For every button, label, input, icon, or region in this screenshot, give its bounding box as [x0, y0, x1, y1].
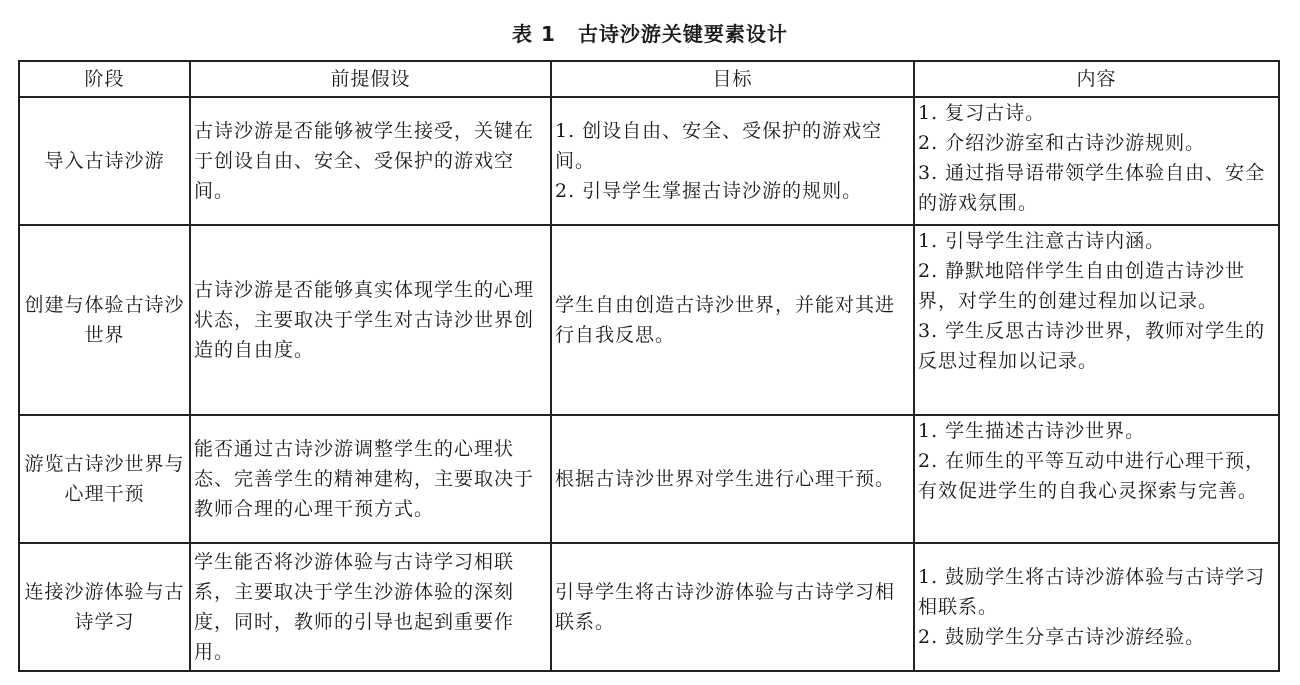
table-title: 古诗沙游关键要素设计 — [577, 22, 788, 46]
premise-cell: 古诗沙游是否能够真实体现学生的心理状态，主要取决于学生对古诗沙世界创造的自由度。 — [190, 225, 551, 415]
header-goal: 目标 — [551, 61, 914, 97]
premise-cell: 学生能否将沙游体验与古诗学习相联系，主要取决于学生沙游体验的深刻度，同时，教师的引导也起到重要作用。 — [190, 543, 551, 671]
header-content: 内容 — [914, 61, 1279, 97]
content-item: 3. 学生反思古诗沙世界，教师对学生的反思过程加以记录。 — [918, 320, 1266, 372]
goal-cell — [551, 543, 914, 671]
content-item: 3. 通过指导语带领学生体验自由、安全的游戏氛围。 — [918, 162, 1266, 214]
table-caption — [0, 18, 1300, 47]
goal-item: 根据古诗沙世界对学生进行心理干预。 — [555, 468, 896, 490]
stage-cell: 导入古诗沙游 — [19, 97, 190, 225]
premise-cell: 古诗沙游是否能够被学生接受，关键在于创设自由、安全、受保护的游戏空间。 — [190, 97, 551, 225]
goal-cell — [551, 415, 914, 543]
table-number: 表 1 — [512, 22, 556, 46]
premise-cell: 能否通过古诗沙游调整学生的心理状态、完善学生的精神建构，主要取决于教师合理的心理干预方式。 — [190, 415, 551, 543]
table-row — [19, 225, 1279, 415]
header-premise: 前提假设 — [190, 61, 551, 97]
table-row — [19, 543, 1279, 671]
stage-cell: 连接沙游体验与古诗学习 — [19, 543, 190, 671]
content-cell — [914, 543, 1279, 671]
table-row — [19, 415, 1279, 543]
content-item: 1. 鼓励学生将古诗沙游体验与古诗学习相联系。 — [918, 566, 1266, 618]
stage-cell: 创建与体验古诗沙世界 — [19, 225, 190, 415]
table-header-row — [19, 61, 1279, 97]
table-row — [19, 97, 1279, 225]
header-stage: 阶段 — [19, 61, 190, 97]
content-cell — [914, 415, 1279, 543]
stage-cell: 游览古诗沙世界与心理干预 — [19, 415, 190, 543]
goal-item: 1. 创设自由、安全、受保护的游戏空间。 — [555, 120, 883, 172]
goal-item: 2. 引导学生掌握古诗沙游的规则。 — [555, 180, 863, 202]
content-item: 1. 学生描述古诗沙世界。 — [918, 420, 1146, 442]
design-table — [18, 60, 1280, 672]
content-item: 2. 介绍沙游室和古诗沙游规则。 — [918, 132, 1206, 154]
content-item: 1. 复习古诗。 — [918, 102, 1046, 124]
content-item: 2. 静默地陪伴学生自由创造古诗沙世界，对学生的创建过程加以记录。 — [918, 260, 1246, 312]
content-cell — [914, 225, 1279, 415]
goal-cell — [551, 97, 914, 225]
content-item: 1. 引导学生注意古诗内涵。 — [918, 230, 1166, 252]
goal-item: 学生自由创造古诗沙世界，并能对其进行自我反思。 — [555, 294, 896, 346]
goal-item: 引导学生将古诗沙游体验与古诗学习相联系。 — [555, 581, 896, 633]
content-item: 2. 鼓励学生分享古诗沙游经验。 — [918, 626, 1206, 648]
goal-cell — [551, 225, 914, 415]
content-item: 2. 在师生的平等互动中进行心理干预，有效促进学生的自我心灵探索与完善。 — [918, 450, 1266, 502]
content-cell — [914, 97, 1279, 225]
